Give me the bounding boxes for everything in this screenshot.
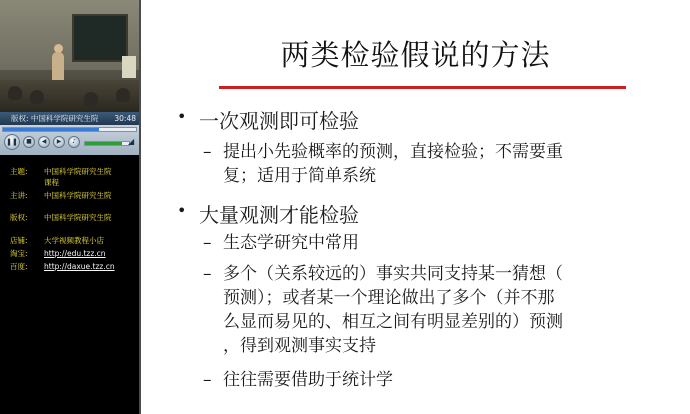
sub-bullet-line: 往往需要借助于统计学 bbox=[223, 370, 393, 390]
sub-bullet-direct-test bbox=[203, 140, 563, 188]
sub-bullet-line: 么显而易见的、相互之间有明显差别的）预测 bbox=[223, 312, 563, 332]
taobao-link[interactable]: http://edu.tzz.cn bbox=[44, 249, 106, 258]
bullet-dot-icon: • bbox=[177, 107, 187, 126]
video-blackboard bbox=[72, 14, 128, 62]
bullet-text: 一次观测即可检验 bbox=[199, 109, 359, 133]
sub-bullet-ecology bbox=[203, 231, 359, 255]
dash-icon: – bbox=[203, 142, 212, 162]
video-audience bbox=[84, 92, 98, 106]
speaker-icon: ♪ bbox=[72, 138, 76, 145]
sub-bullet-line: 多个（关系较远的）事实共同支持某一猜想（ bbox=[223, 264, 563, 284]
player-controls bbox=[0, 125, 139, 155]
sub-bullet-line: 提出小先验概率的预测，直接检验；不需要重 bbox=[223, 142, 563, 162]
stop-button[interactable] bbox=[23, 136, 35, 148]
info-value: 中国科学院研究生院课程 bbox=[44, 167, 112, 187]
next-icon: ▶ bbox=[56, 138, 62, 145]
player-title-label: 版权: 中国科学院研究生院 bbox=[11, 114, 99, 123]
pause-icon: ❚❚ bbox=[6, 138, 18, 146]
course-info bbox=[0, 158, 139, 414]
bullet-dot-icon: • bbox=[177, 201, 187, 220]
previous-button[interactable] bbox=[38, 136, 50, 148]
seek-bar[interactable] bbox=[2, 127, 137, 132]
info-value: 大学视频教程小店 bbox=[44, 236, 104, 245]
player-time: 30:48 bbox=[114, 114, 136, 123]
baidu-link[interactable]: http://daxue.tzz.cn bbox=[44, 262, 115, 271]
sub-bullet-line: 复；适用于简单系统 bbox=[223, 166, 376, 186]
video-audience bbox=[116, 88, 130, 102]
seek-progress-fill bbox=[3, 128, 99, 131]
slide bbox=[141, 0, 690, 414]
sub-bullet-multiple-facts bbox=[203, 262, 563, 358]
info-value: 中国科学院研究生院 bbox=[44, 191, 112, 200]
title-underline bbox=[219, 86, 626, 89]
info-value: 中国科学院研究生院 bbox=[44, 213, 112, 222]
video-audience bbox=[30, 90, 44, 104]
previous-icon: ◀ bbox=[41, 138, 47, 145]
video-screen bbox=[122, 56, 136, 78]
info-key: 店铺: bbox=[10, 236, 28, 245]
sub-bullet-statistics bbox=[203, 368, 393, 392]
sub-bullet-line: 预测）；或者某一个理论做出了多个（并不那 bbox=[223, 288, 555, 308]
player-title-bar bbox=[0, 112, 139, 125]
info-key: 主题: bbox=[10, 167, 28, 176]
info-key: 淘宝: bbox=[10, 249, 28, 258]
bullet-many-observations bbox=[177, 199, 359, 228]
volume-fill bbox=[85, 142, 122, 145]
volume-icon: ◢ bbox=[128, 137, 135, 146]
info-key: 主讲: bbox=[10, 191, 28, 200]
bullet-single-observation bbox=[177, 105, 359, 134]
info-key: 版权: bbox=[10, 213, 28, 222]
video-speaker bbox=[52, 52, 64, 82]
info-key: 百度: bbox=[10, 262, 28, 271]
slide-title: 两类检验假说的方法 bbox=[280, 38, 551, 72]
stop-icon: ■ bbox=[26, 138, 32, 145]
mute-button[interactable] bbox=[68, 136, 80, 148]
next-button[interactable] bbox=[53, 136, 65, 148]
bullet-text: 大量观测才能检验 bbox=[199, 203, 359, 227]
dash-icon: – bbox=[203, 370, 212, 390]
player-panel bbox=[0, 0, 139, 414]
volume-slider[interactable] bbox=[84, 141, 130, 146]
dash-icon: – bbox=[203, 233, 212, 253]
pause-button[interactable] bbox=[4, 134, 20, 150]
sub-bullet-line: ，得到观测事实支持 bbox=[223, 336, 376, 356]
video-audience bbox=[8, 86, 22, 100]
video-frame[interactable] bbox=[0, 0, 139, 112]
dash-icon: – bbox=[203, 264, 212, 284]
sub-bullet-line: 生态学研究中常用 bbox=[223, 233, 359, 253]
